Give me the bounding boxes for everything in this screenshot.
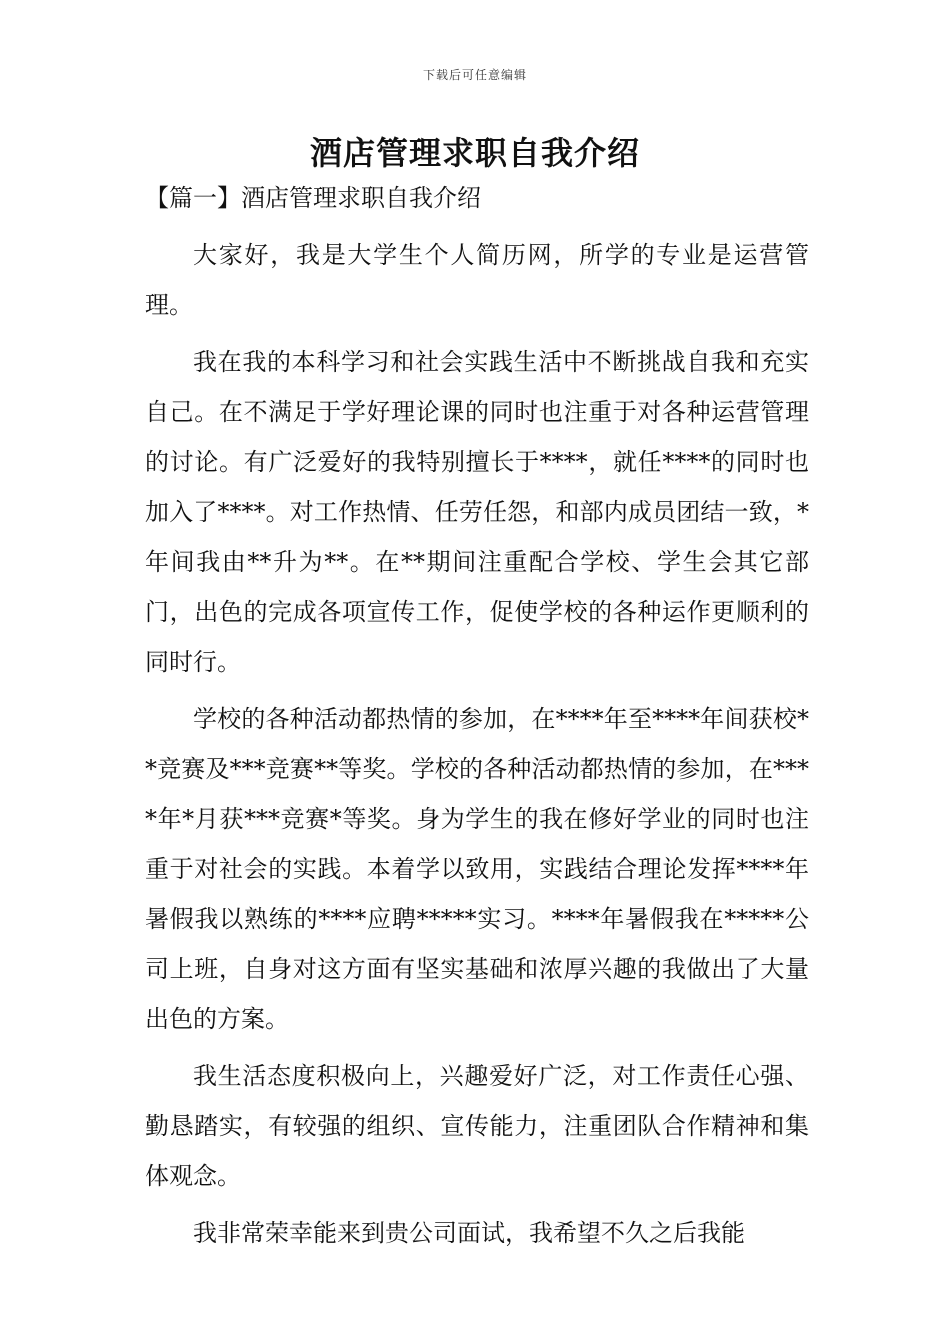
paragraph-study-practice: 我在我的本科学习和社会实践生活中不断挑战自我和充实自己。在不满足于学好理论课的同时也注重于对各种运营管理的讨论。有广泛爱好的我特别擅长于****，就任****的同时也加入了****。对工作热情、任劳任怨，和部内成员团结一致，*年间我由**升为**。在**期间注重配合学校、学生会其它部门，出色的完成各项宣传工作，促使学校的各种运作更顺利的同时行。 [145,348,809,676]
document-title: 酒店管理求职自我介绍 [309,134,640,172]
paragraph-intro: 大家好，我是大学生个人简历网，所学的专业是运营管理。 [145,241,809,319]
page-header-note: 下载后可任意编辑 [422,68,527,82]
document-body [145,230,809,1265]
paragraph-activities: 学校的各种活动都热情的参加，在****年至****年间获校**竞赛及***竞赛**等奖。学校的各种活动都热情的参加，在****年*月获***竞赛*等奖。身为学生的我在修好学业的同时也注重于对社会的实践。本着学以致用，实践结合理论发挥****年暑假我以熟练的****应聘*****实习。****年暑假我在*****公司上班，自身对这方面有坚实基础和浓厚兴趣的我做出了大量出色的方案。 [145,705,809,1033]
paragraph-attitude: 我生活态度积极向上，兴趣爱好广泛，对工作责任心强、勤恳踏实，有较强的组织、宣传能力，注重团队合作精神和集体观念。 [145,1062,809,1190]
paragraph-closing: 我非常荣幸能来到贵公司面试，我希望不久之后我能 [193,1219,745,1247]
section-heading: 【篇一】酒店管理求职自我介绍 [145,184,481,212]
